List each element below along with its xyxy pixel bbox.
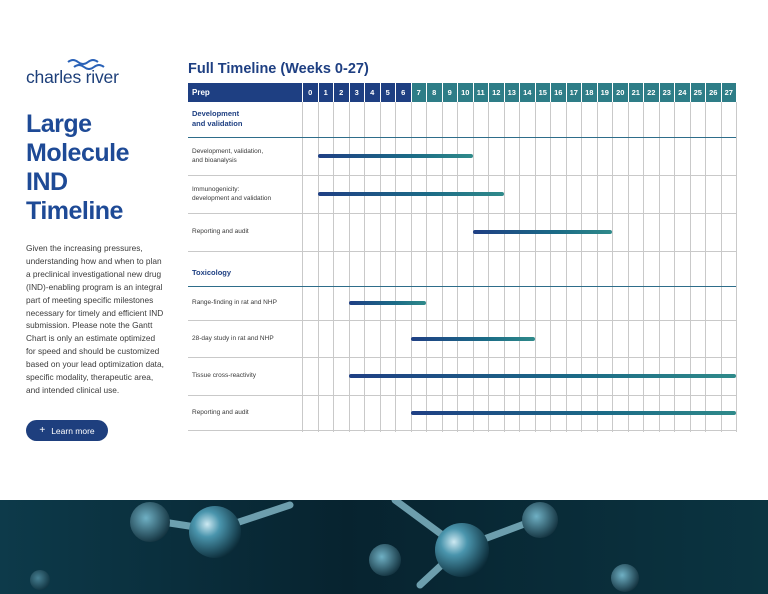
- grid-vline: [364, 102, 365, 432]
- grid-vline: [535, 102, 536, 432]
- gantt-bar: [411, 411, 737, 415]
- grid-vline: [333, 102, 334, 432]
- gantt-bar: [349, 374, 737, 378]
- charles-river-logo: [26, 58, 136, 86]
- gantt-header-row: [188, 83, 736, 102]
- week-header-25: 25: [690, 83, 706, 102]
- molecule-illustration: [0, 500, 768, 594]
- row-divider: [188, 213, 736, 214]
- prep-header-cell: [188, 83, 302, 102]
- week-header-23: 23: [659, 83, 675, 102]
- week-header-10: 10: [457, 83, 473, 102]
- section-divider: [188, 137, 736, 138]
- title-line: IND: [26, 168, 68, 196]
- week-header-1: 1: [318, 83, 334, 102]
- section-divider: [188, 286, 736, 287]
- row-divider: [188, 251, 736, 252]
- row-divider: [188, 357, 736, 358]
- week-header-8: 8: [426, 83, 442, 102]
- task-label: [192, 185, 302, 204]
- grid-vline: [318, 102, 319, 432]
- grid-vline: [302, 102, 303, 432]
- task-label-line: Reporting and audit: [192, 408, 249, 416]
- week-header-18: 18: [581, 83, 597, 102]
- plus-icon: +: [39, 424, 46, 436]
- task-label: [192, 334, 302, 344]
- week-header-12: 12: [488, 83, 504, 102]
- week-header-4: 4: [364, 83, 380, 102]
- task-label-line: Tissue cross-reactivity: [192, 372, 257, 380]
- molecule-banner-image: [0, 500, 768, 594]
- description-text: Given the increasing pressures, understanding how and when to plan a preclinical investigational new drug (IND)-enabling program is an integral part of meeting specific milestones necessary for timely and efficient IND submission. Please note the Gantt Chart is only an estimate optimized for speed and should be customized based on your lead optimization data, specific modality, therapeutic area, and intended clinical use.: [26, 243, 164, 395]
- title-line: Large: [26, 110, 92, 138]
- row-divider: [188, 175, 736, 176]
- week-header-19: 19: [597, 83, 613, 102]
- task-label: [192, 408, 302, 418]
- page-title: [26, 110, 176, 226]
- prep-label: Prep: [192, 88, 210, 97]
- grid-vline: [442, 102, 443, 432]
- week-header-17: 17: [566, 83, 582, 102]
- task-label: [192, 298, 302, 308]
- week-header-21: 21: [628, 83, 644, 102]
- grid-vline: [721, 102, 722, 432]
- title-line: Timeline: [26, 197, 123, 225]
- week-header-20: 20: [612, 83, 628, 102]
- week-header-3: 3: [349, 83, 365, 102]
- task-label-line: and bioanalysis: [192, 157, 237, 164]
- grid-vline: [349, 102, 350, 432]
- task-label-line: Reporting and audit: [192, 228, 249, 236]
- grid-vline: [628, 102, 629, 432]
- row-divider: [188, 320, 736, 321]
- grid-vline: [597, 102, 598, 432]
- grid-vline: [566, 102, 567, 432]
- grid-vline: [504, 102, 505, 432]
- gantt-bar: [318, 192, 504, 196]
- task-label-line: Range-finding in rat and NHP: [192, 299, 277, 307]
- learn-more-button[interactable]: [26, 420, 108, 441]
- week-header-5: 5: [380, 83, 396, 102]
- task-label-line: Immunogenicity:: [192, 185, 240, 193]
- section-label-line: Development: [192, 109, 240, 118]
- week-header-15: 15: [535, 83, 551, 102]
- grid-vline: [519, 102, 520, 432]
- week-header-2: 2: [333, 83, 349, 102]
- week-header-9: 9: [442, 83, 458, 102]
- week-header-11: 11: [473, 83, 489, 102]
- week-header-6: 6: [395, 83, 411, 102]
- section-label-line: and validation: [192, 118, 243, 128]
- grid-vline: [473, 102, 474, 432]
- week-header-24: 24: [674, 83, 690, 102]
- grid-vline: [705, 102, 706, 432]
- logo-text: charles river: [26, 67, 119, 87]
- week-header-13: 13: [504, 83, 520, 102]
- section-label: [192, 268, 231, 278]
- task-label: [192, 147, 302, 166]
- row-divider: [188, 395, 736, 396]
- week-header-14: 14: [519, 83, 535, 102]
- grid-vline: [690, 102, 691, 432]
- section-label-line: Toxicology: [192, 267, 232, 277]
- grid-vline: [426, 102, 427, 432]
- chart-title: Full Timeline (Weeks 0-27): [188, 61, 369, 77]
- grid-vline: [736, 102, 737, 432]
- week-header-16: 16: [550, 83, 566, 102]
- section-label: [192, 109, 242, 128]
- week-header-26: 26: [705, 83, 721, 102]
- grid-vline: [612, 102, 613, 432]
- gantt-bar: [473, 230, 613, 234]
- task-label-line: development and validation: [192, 195, 272, 202]
- grid-vline: [457, 102, 458, 432]
- week-header-7: 7: [411, 83, 427, 102]
- grid-vline: [395, 102, 396, 432]
- gantt-chart: [188, 83, 736, 432]
- grid-vline: [643, 102, 644, 432]
- gantt-bar: [349, 301, 427, 305]
- task-label-line: 28-day study in rat and NHP: [192, 334, 274, 342]
- learn-more-label: Learn more: [51, 425, 95, 436]
- grid-vline: [659, 102, 660, 432]
- gantt-bar: [318, 154, 473, 158]
- grid-vline: [674, 102, 675, 432]
- grid-vline: [380, 102, 381, 432]
- gantt-bar: [411, 337, 535, 341]
- week-header-22: 22: [643, 83, 659, 102]
- task-label-line: Development, validation,: [192, 147, 264, 155]
- grid-vline: [581, 102, 582, 432]
- row-divider: [188, 430, 736, 431]
- week-header-27: 27: [721, 83, 737, 102]
- grid-vline: [411, 102, 412, 432]
- task-label: [192, 371, 302, 381]
- task-label: [192, 227, 302, 237]
- grid-vline: [550, 102, 551, 432]
- week-header-0: 0: [302, 83, 318, 102]
- grid-vline: [488, 102, 489, 432]
- title-line: Molecule: [26, 139, 129, 167]
